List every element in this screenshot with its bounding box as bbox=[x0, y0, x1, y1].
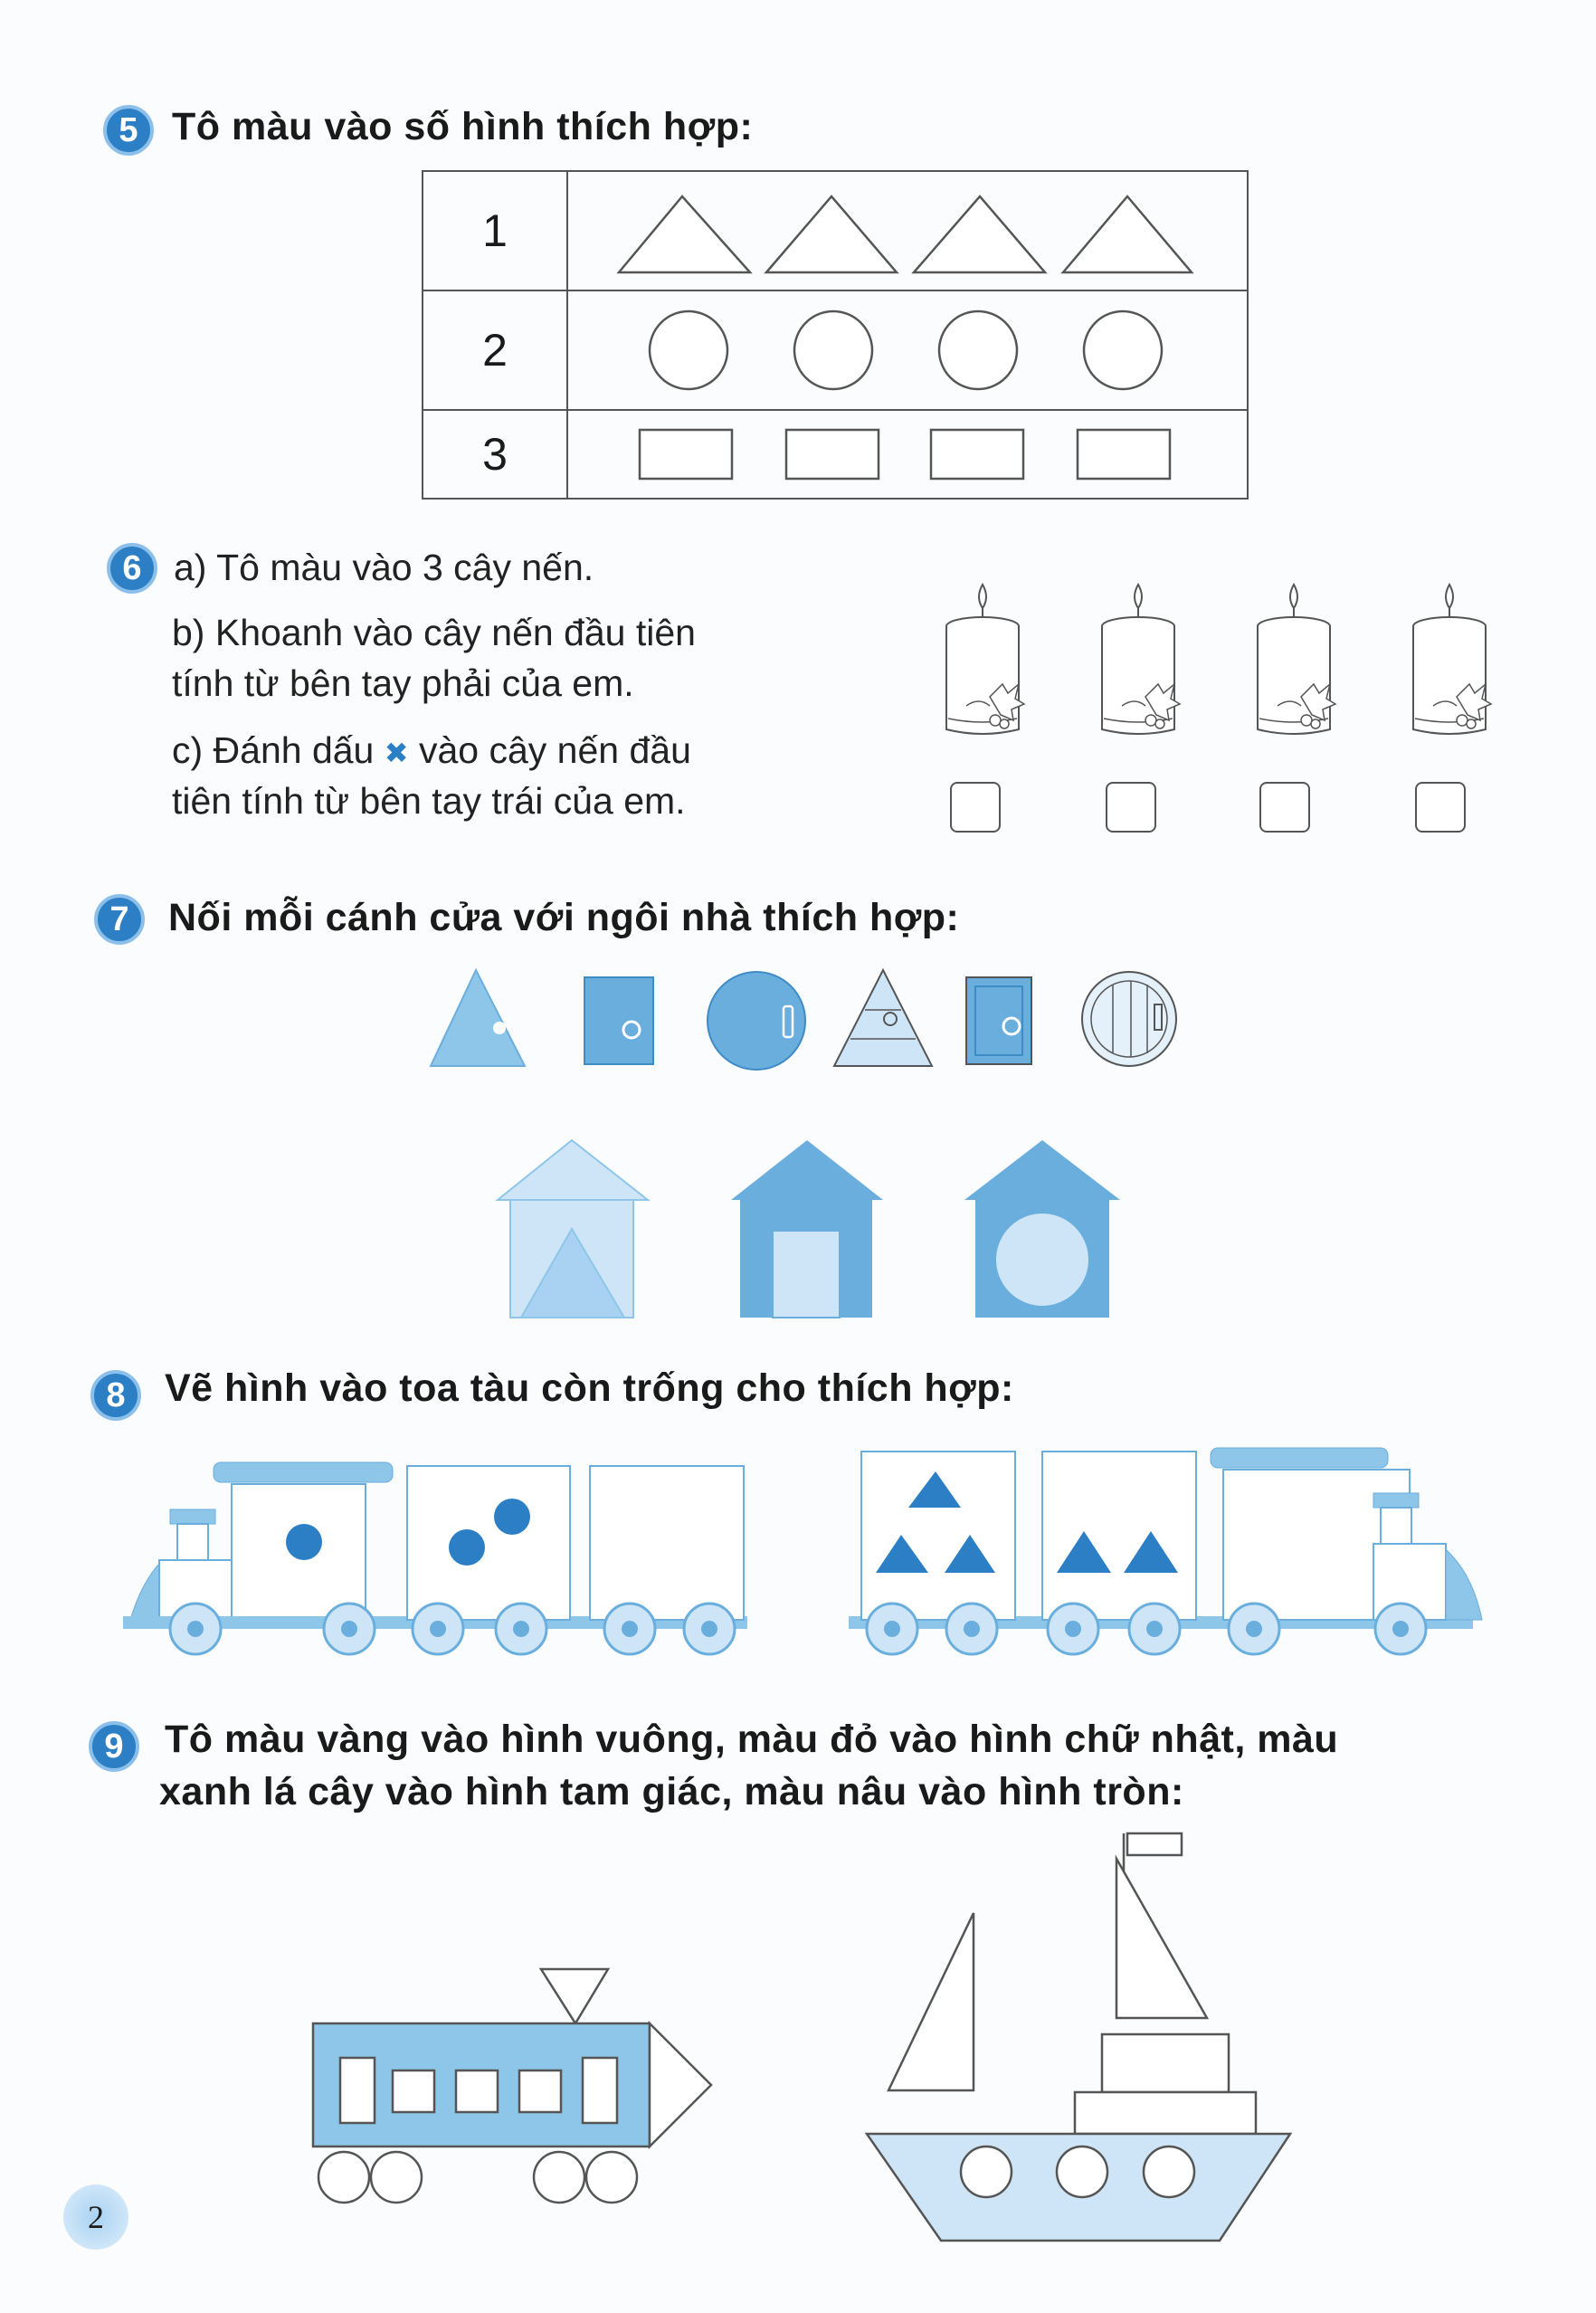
ship-flag-rectangle[interactable] bbox=[1127, 1833, 1182, 1855]
house-circle[interactable] bbox=[964, 1140, 1120, 1318]
candle-1[interactable] bbox=[946, 585, 1024, 734]
circle-shape-4[interactable] bbox=[1084, 311, 1162, 389]
wagon-dot bbox=[286, 1524, 322, 1560]
exercise-7-badge: 7 bbox=[94, 894, 145, 945]
exercise-5-badge: 5 bbox=[103, 105, 154, 156]
triangle-shape-1[interactable] bbox=[619, 196, 750, 272]
triangle-shape-2[interactable] bbox=[766, 196, 897, 272]
tram-wheel-1[interactable] bbox=[318, 2152, 369, 2203]
ship-porthole-2[interactable] bbox=[1057, 2146, 1107, 2197]
exercise-9-title-line2: xanh lá cây vào hình tam giác, màu nâu vào hình tròn: bbox=[159, 1770, 1184, 1813]
train-right bbox=[849, 1448, 1482, 1665]
ship-figure bbox=[860, 1828, 1294, 2226]
tram-window-rect-1[interactable] bbox=[340, 2058, 375, 2123]
tram-nose-triangle[interactable] bbox=[650, 2023, 711, 2146]
exercise-8-title: Vẽ hình vào toa tàu còn trống cho thích hợp: bbox=[165, 1366, 1014, 1410]
tram-window-square-2[interactable] bbox=[456, 2070, 498, 2112]
ship-sail-right-triangle[interactable] bbox=[1116, 1859, 1207, 2018]
exercise-7-title: Nối mỗi cánh cửa với ngôi nhà thích hợp: bbox=[168, 896, 960, 939]
candle-checkbox-2[interactable] bbox=[1106, 782, 1156, 833]
wagon-two-dots bbox=[407, 1466, 570, 1620]
rectangle-shape-3[interactable] bbox=[931, 430, 1023, 479]
rectangle-shape-2[interactable] bbox=[786, 430, 879, 479]
candle-checkbox-1[interactable] bbox=[950, 782, 1001, 833]
candle-4[interactable] bbox=[1413, 585, 1491, 734]
ship-porthole-1[interactable] bbox=[961, 2146, 1012, 2197]
house-rectangle[interactable] bbox=[731, 1140, 883, 1318]
rectangle-shape-4[interactable] bbox=[1078, 430, 1170, 479]
tram-figure bbox=[308, 1964, 724, 2226]
tram-wheel-4[interactable] bbox=[586, 2152, 637, 2203]
exercise-6-line-c2: tiên tính từ bên tay trái của em. bbox=[172, 780, 686, 822]
candle-checkbox-3[interactable] bbox=[1259, 782, 1310, 833]
candle-3[interactable] bbox=[1258, 585, 1335, 734]
tram-window-square-3[interactable] bbox=[519, 2070, 561, 2112]
cross-mark-icon: ✖ bbox=[384, 737, 409, 769]
candles-group bbox=[932, 570, 1511, 751]
circles-group bbox=[569, 292, 1246, 408]
door-triangle-1[interactable] bbox=[431, 970, 525, 1066]
ship-sail-left-triangle[interactable] bbox=[888, 1913, 974, 2090]
line-c1-pre: c) Đánh dấu bbox=[172, 729, 375, 771]
line-c1-post: vào cây nến đầu bbox=[418, 729, 691, 771]
rectangle-row bbox=[567, 410, 1248, 499]
houses-group bbox=[489, 1137, 1122, 1327]
ship-cabin-top-rectangle[interactable] bbox=[1102, 2034, 1229, 2092]
door-rectangle-2[interactable] bbox=[966, 977, 1031, 1064]
circle-shape-3[interactable] bbox=[939, 311, 1017, 389]
ship-porthole-3[interactable] bbox=[1144, 2146, 1194, 2197]
empty-wagon-left[interactable] bbox=[590, 1466, 744, 1620]
door-circle-1[interactable] bbox=[708, 972, 805, 1070]
triangles-group bbox=[569, 173, 1246, 289]
exercise-6-line-c1 bbox=[172, 729, 691, 772]
ship-cabin-rectangle[interactable] bbox=[1075, 2092, 1256, 2134]
exercise-5-title: Tô màu vào số hình thích hợp: bbox=[172, 105, 754, 148]
rectangle-shape-1[interactable] bbox=[640, 430, 732, 479]
train-left bbox=[123, 1448, 756, 1665]
doors-group bbox=[425, 966, 1185, 1075]
candle-checkbox-4[interactable] bbox=[1415, 782, 1466, 833]
shape-count-table bbox=[422, 170, 1249, 500]
wagon-two-triangles bbox=[1042, 1452, 1196, 1620]
row-label-2: 2 bbox=[423, 290, 567, 410]
exercise-9-badge: 9 bbox=[89, 1721, 139, 1772]
row-label-1: 1 bbox=[423, 171, 567, 290]
door-rectangle-1[interactable] bbox=[584, 977, 653, 1064]
exercise-6-line-b1: b) Khoanh vào cây nến đầu tiên bbox=[172, 612, 696, 653]
circle-shape-2[interactable] bbox=[794, 311, 872, 389]
door-circle-2[interactable] bbox=[1082, 972, 1176, 1066]
exercise-8-badge: 8 bbox=[90, 1370, 141, 1421]
candle-2[interactable] bbox=[1102, 585, 1180, 734]
triangle-shape-4[interactable] bbox=[1063, 196, 1192, 272]
page-number: 2 bbox=[63, 2184, 128, 2250]
exercise-6-badge: 6 bbox=[107, 543, 157, 594]
exercise-6-line-b2: tính từ bên tay phải của em. bbox=[172, 662, 634, 704]
row-label-3: 3 bbox=[423, 410, 567, 499]
tram-window-rect-2[interactable] bbox=[583, 2058, 617, 2123]
tram-pantograph-triangle[interactable] bbox=[541, 1969, 608, 2023]
triangle-row bbox=[567, 171, 1248, 290]
tram-wheel-3[interactable] bbox=[534, 2152, 584, 2203]
house-triangle[interactable] bbox=[498, 1140, 648, 1318]
exercise-9-title-line1: Tô màu vàng vào hình vuông, màu đỏ vào hình chữ nhật, màu bbox=[165, 1718, 1339, 1761]
rectangles-group bbox=[569, 412, 1246, 497]
triangle-shape-3[interactable] bbox=[914, 196, 1045, 272]
exercise-6-line-a: a) Tô màu vào 3 cây nến. bbox=[174, 547, 594, 588]
tram-wheel-2[interactable] bbox=[371, 2152, 422, 2203]
circle-row bbox=[567, 290, 1248, 410]
tram-window-square-1[interactable] bbox=[393, 2070, 434, 2112]
circle-shape-1[interactable] bbox=[650, 311, 727, 389]
door-triangle-2[interactable] bbox=[834, 970, 932, 1066]
